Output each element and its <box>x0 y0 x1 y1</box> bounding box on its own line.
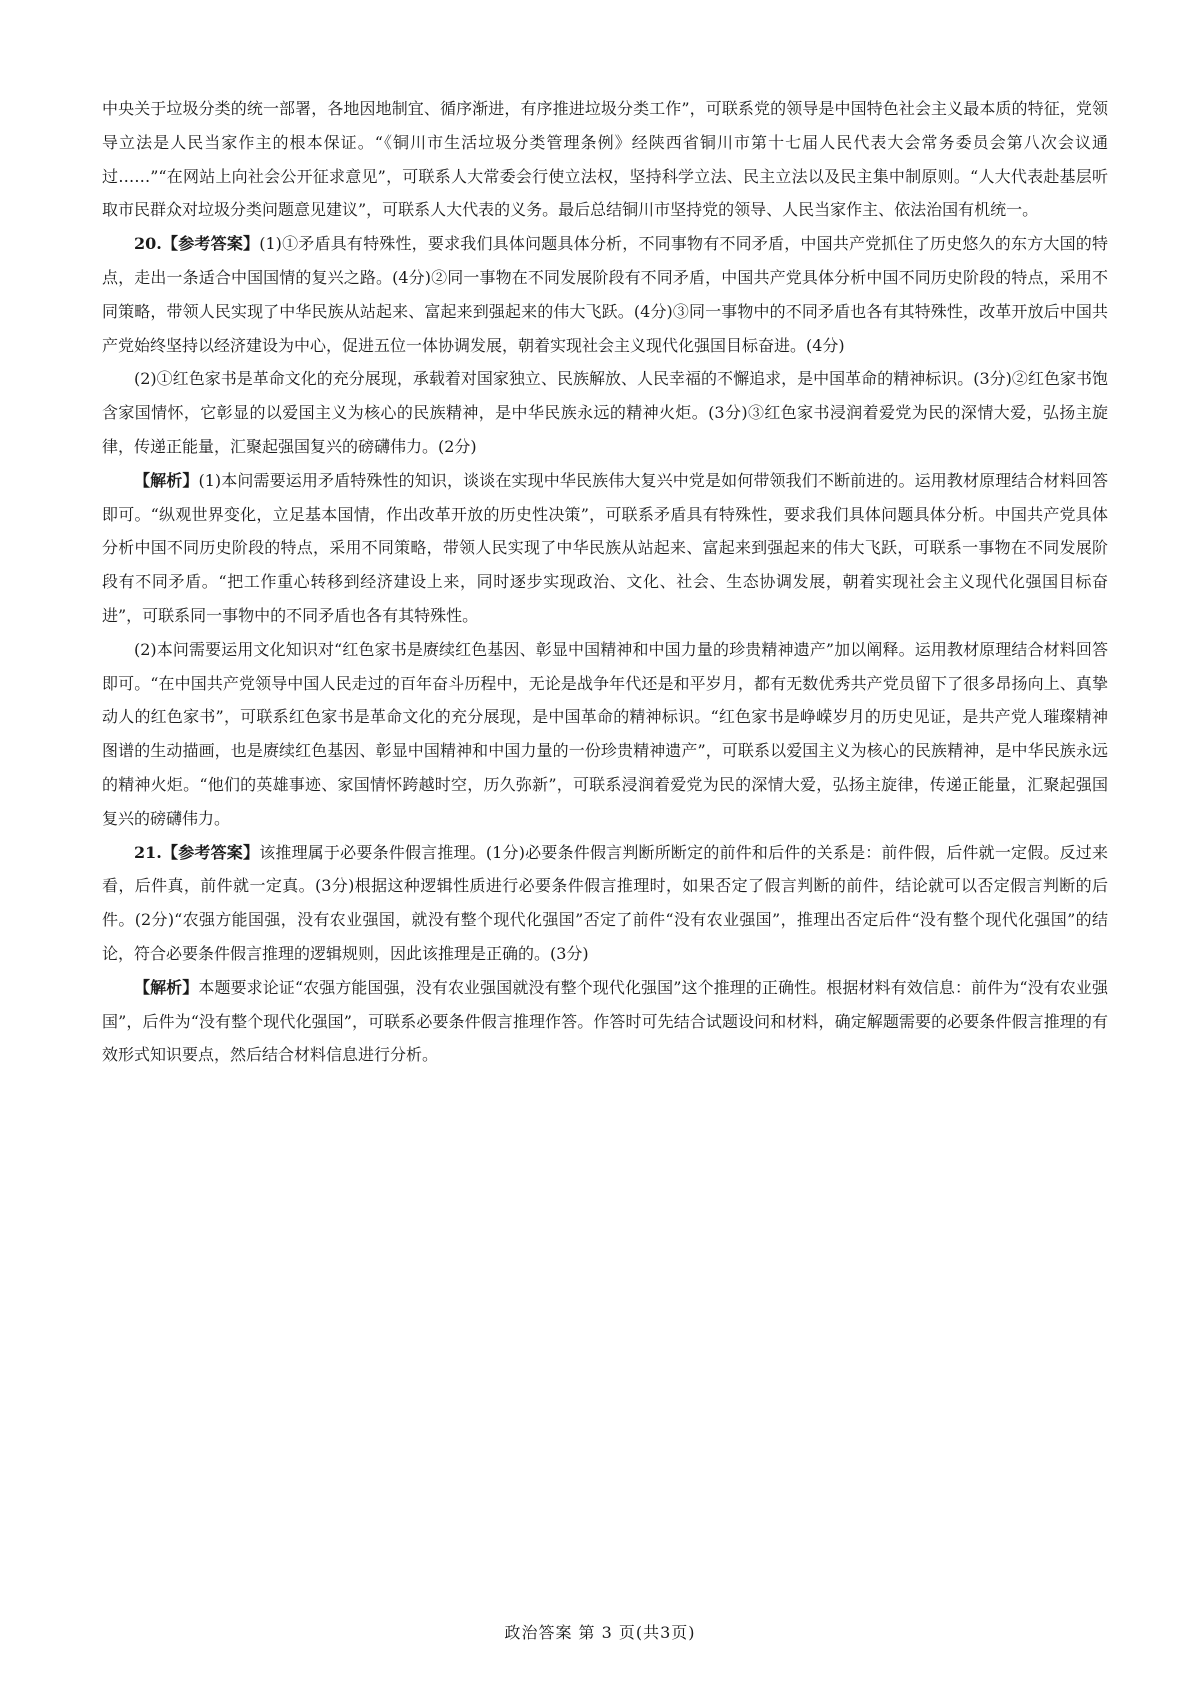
answer-content <box>102 92 1108 1072</box>
analysis-label: 【解析】 <box>134 977 199 997</box>
paragraph-text: 该推理属于必要条件假言推理。(1分)必要条件假言判断所断定的前件和后件的关系是：前件假，后件就一定假。反过来看，后件真，前件就一定真。(3分)根据这种逻辑性质进行必要条件假言推理时，如果否定了假言判断的前件，结论就可以否定假言判断的后件。(2分)“农强方能国强，没有农业强国，就没有整个现代化强国”否定了前件“没有农业强国”，推理出否定后件“没有整个现代化强国”的结论，符合必要条件假言推理的逻辑规则，因此该推理是正确的。(3分) <box>102 842 1108 963</box>
answer-20-part-2 <box>102 362 1108 463</box>
paragraph-text: 中央关于垃圾分类的统一部署，各地因地制宜、循序渐进，有序推进垃圾分类工作”，可联系党的领导是中国特色社会主义最本质的特征，党领导立法是人民当家作主的根本保证。“《铜川市生活垃圾分类管理条例》经陕西省铜川市第十七届人民代表大会常务委员会第八次会议通过……”“在网站上向社会公开征求意见”，可联系人大常委会行使立法权，坚持科学立法、民主立法以及民主集中制原则。“人大代表赴基层听取市民群众对垃圾分类问题意见建议”，可联系人大代表的义务。最后总结铜川市坚持党的领导、人民当家作主、依法治国有机统一。 <box>102 99 1108 220</box>
paragraph-text: (2)本问需要运用文化知识对“红色家书是赓续红色基因、彰显中国精神和中国力量的珍贵精神遗产”加以阐释。运用教材原理结合材料回答即可。“在中国共产党领导中国人民走过的百年奋斗历程中，无论是战争年代还是和平岁月，都有无数优秀共产党员留下了很多昂扬向上、真挚动人的红色家书”，可联系红色家书是革命文化的充分展现，是中国革命的精神标识。“红色家书是峥嵘岁月的历史见证，是共产党人璀璨精神图谱的生动描画，也是赓续红色基因、彰显中国精神和中国力量的一份珍贵精神遗产”，可联系以爱国主义为核心的民族精神，是中华民族永远的精神火炬。“他们的英雄事迹、家国情怀跨越时空，历久弥新”，可联系浸润着爱党为民的深情大爱，弘扬主旋律，传递正能量，汇聚起强国复兴的磅礴伟力。 <box>102 639 1108 828</box>
answer-20-reference <box>102 227 1108 362</box>
answer-21-reference <box>102 836 1108 971</box>
answer-20-analysis-2 <box>102 633 1108 836</box>
paragraph-text: (2)①红色家书是革命文化的充分展现，承载着对国家独立、民族解放、人民幸福的不懈追求，是中国革命的精神标识。(3分)②红色家书饱含家国情怀，它彰显的以爱国主义为核心的民族精神，是中华民族永远的精神火炬。(3分)③红色家书浸润着爱党为民的深情大爱，弘扬主旋律，传递正能量，汇聚起强国复兴的磅礴伟力。(2分) <box>102 369 1108 456</box>
paragraph-text: (1)①矛盾具有特殊性，要求我们具体问题具体分析，不同事物有不同矛盾，中国共产党抓住了历史悠久的东方大国的特点，走出一条适合中国国情的复兴之路。(4分)②同一事物在不同发展阶段有不同矛盾，中国共产党具体分析中国不同历史阶段的特点，采用不同策略，带领人民实现了中华民族从站起来、富起来到强起来的伟大飞跃。(4分)③同一事物中的不同矛盾也各有其特殊性，改革开放后中国共产党始终坚持以经济建设为中心，促进五位一体协调发展，朝着实现社会主义现代化强国目标奋进。(4分) <box>102 234 1108 355</box>
paragraph-text: 本题要求论证“农强方能国强，没有农业强国就没有整个现代化强国”这个推理的正确性。根据材料有效信息：前件为“没有农业强国”，后件为“没有整个现代化强国”，可联系必要条件假言推理作答。作答时可先结合试题设问和材料，确定解题需要的必要条件假言推理的有效形式知识要点，然后结合材料信息进行分析。 <box>102 977 1108 1065</box>
answer-21-analysis <box>102 971 1108 1072</box>
answer-label: 21.【参考答案】 <box>134 842 260 862</box>
answer-20-analysis-1 <box>102 464 1108 633</box>
answer-label: 20.【参考答案】 <box>134 234 260 254</box>
paragraph-text: (1)本问需要运用矛盾特殊性的知识，谈谈在实现中华民族伟大复兴中党是如何带领我们不断前进的。运用教材原理结合材料回答即可。“纵观世界变化，立足基本国情，作出改革开放的历史性决策”，可联系矛盾具有特殊性，要求我们具体问题具体分析。中国共产党具体分析中国不同历史阶段的特点，采用不同策略，带领人民实现了中华民族从站起来、富起来到强起来的伟大飞跃，可联系一事物在不同发展阶段有不同矛盾。“把工作重心转移到经济建设上来，同时逐步实现政治、文化、社会、生态协调发展，朝着实现社会主义现代化强国目标奋进”，可联系同一事物中的不同矛盾也各有其特殊性。 <box>102 470 1108 625</box>
page-footer: 政治答案 第 3 页(共3页) <box>504 1623 696 1642</box>
paragraph-continuation <box>102 92 1108 227</box>
analysis-label: 【解析】 <box>134 470 199 490</box>
